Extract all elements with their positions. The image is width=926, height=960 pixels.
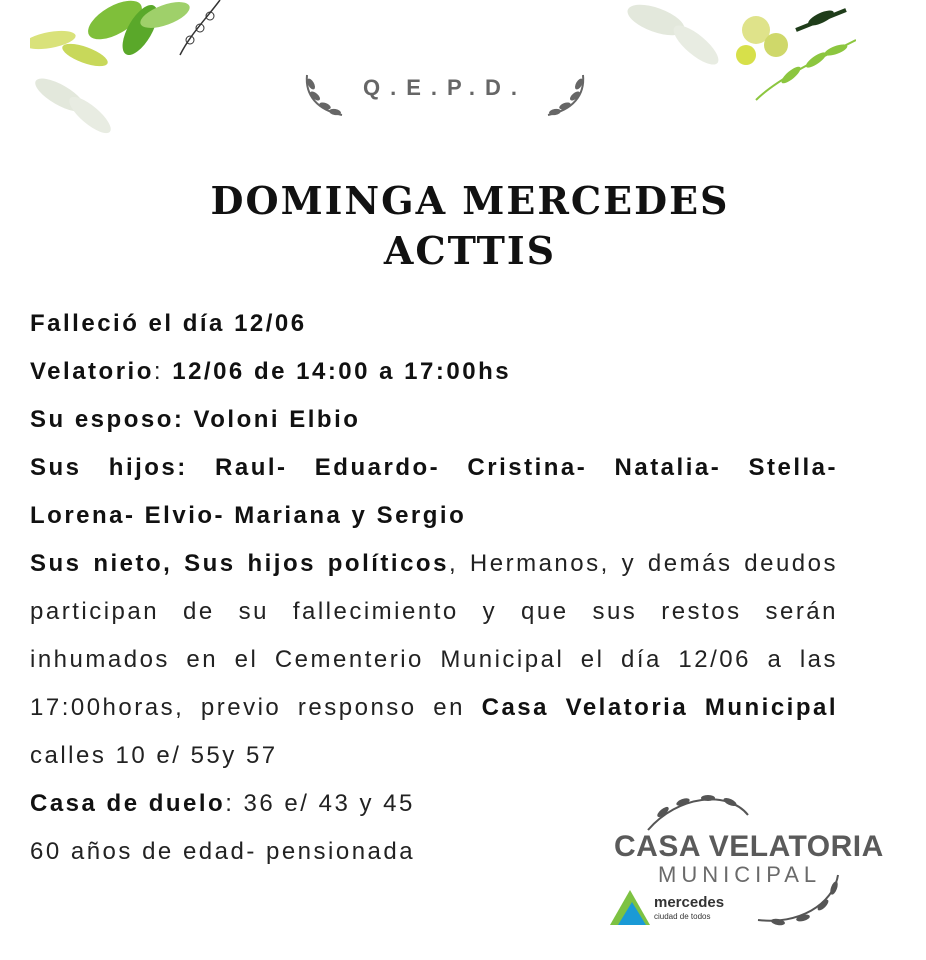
laurel-left-icon — [297, 70, 347, 120]
qepd-text: Q.E.P.D. — [363, 74, 527, 100]
logo-title: CASA VELATORIA — [614, 830, 884, 863]
logo-brand-tagline: ciudad de todos — [654, 912, 711, 921]
spouse-info: Su esposo: Voloni Elbio — [30, 406, 361, 433]
laurel-right-icon — [543, 70, 593, 120]
death-date: Falleció el día 12/06 — [30, 310, 307, 337]
children-info: Sus hijos: Raul- Eduardo- Cristina- Natalia- Stella- Lorena- Elvio- Mariana y Sergio — [30, 454, 838, 529]
casa-velatoria-logo — [608, 790, 884, 940]
family-notice: Sus nieto, Sus hijos políticos, Hermanos, y demás deudos participan de su fallecimiento y que sus restos serán inhumados en el Cementerio Municipal el día 12/06 a las 17:00horas, previo responso en Casa Velatoria Municipal calles 10 e/ 55y 57 — [30, 550, 839, 769]
deceased-name-line1: DOMINGA MERCEDES — [210, 178, 730, 223]
deceased-name — [0, 176, 926, 276]
qepd-header — [0, 70, 890, 120]
logo-brand: mercedes — [654, 894, 725, 911]
logo-subtitle: MUNICIPAL — [658, 862, 822, 887]
deceased-name-line2: ACTTIS — [383, 228, 557, 273]
age-info: 60 años de edad- pensionada — [30, 838, 416, 865]
mourning-house: Casa de duelo: 36 e/ 43 y 45 — [30, 790, 415, 817]
wake-info: Velatorio: 12/06 de 14:00 a 17:00hs — [30, 358, 512, 385]
